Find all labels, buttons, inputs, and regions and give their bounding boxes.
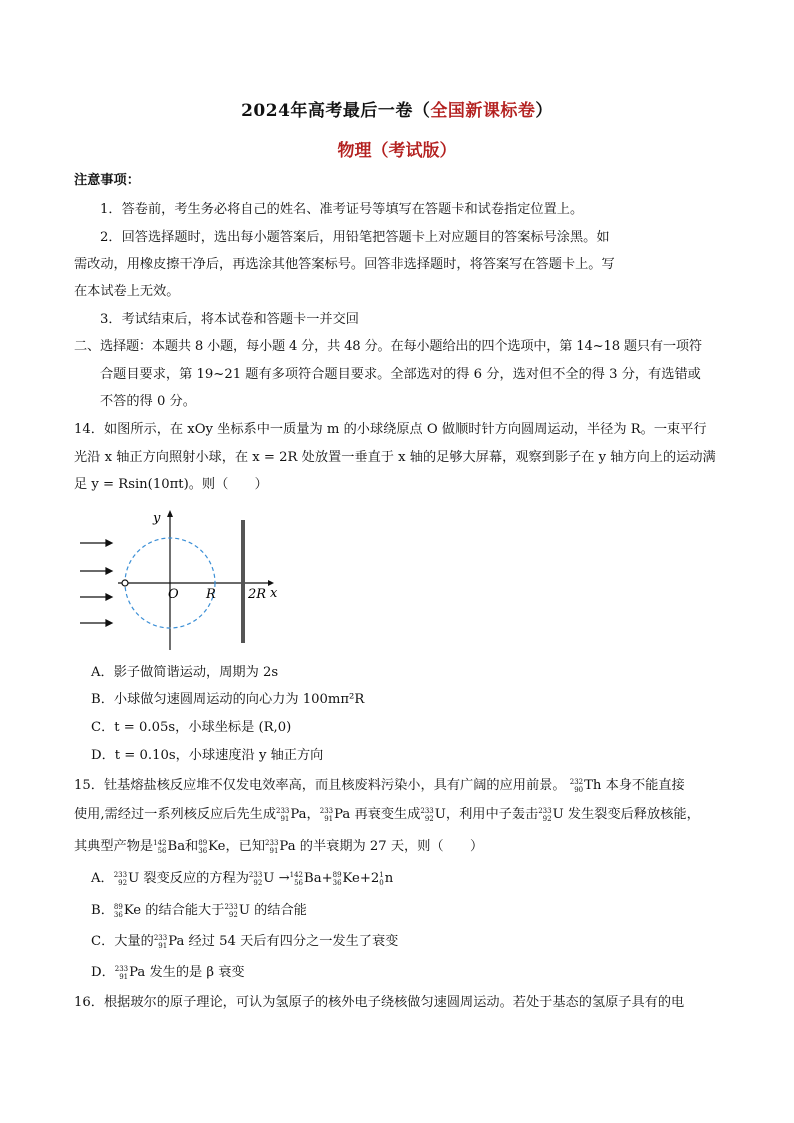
q14-line-1: 14．如图所示，在 xOy 坐标系中一质量为 m 的小球绕原点 O 做顺时针方向圆周运动，半径为 R。一束平行 (74, 422, 707, 437)
notice-item-2-line-1: 2．回答选择题时，选出每小题答案后，用铅笔把答题卡上对应题目的答案标号涂黑。如 (100, 230, 610, 245)
title-end: ） (535, 101, 553, 121)
title-main: 2024年高考最后一卷（ (241, 101, 431, 121)
notice-heading: 注意事项： (74, 173, 140, 188)
page-subtitle: 物理（考试版） (337, 141, 457, 161)
title-red: 全国新课标卷 (430, 101, 536, 121)
nuclide-th232: 232 90 (569, 777, 584, 794)
q14-option-d: D．t = 0.10s，小球速度沿 y 轴正方向 (91, 748, 324, 763)
q14-line-2: 光沿 x 轴正方向照射小球，在 x = 2R 处放置一垂直于 x 轴的足够大屏幕，观察到影子在 y 轴方向上的运动满 (74, 450, 716, 465)
q15-option-c: C．大量的 233 91 Pa 经过 54 天后有四分之一发生了衰变 (91, 933, 399, 950)
nuclide-u233: 233 92 (538, 806, 552, 823)
label-x: x (270, 586, 278, 601)
q15-line-1-end: Th 本身不能直接 (584, 778, 685, 793)
q16-line-1: 16．根据玻尔的原子理论，可认为氢原子的核外电子绕核做匀速圆周运动。若处于基态的氢原子具有的电 (74, 995, 685, 1010)
y-axis-arrow-icon (167, 510, 173, 517)
q15-option-a: A． 233 92 U 裂变反应的方程为 233 92 U → 142 56 Ba+ 89 36 Ke+2 1 0 n (91, 870, 394, 887)
nuclide-u233: 233 92 (113, 870, 128, 887)
nuclide-pa233: 233 91 (265, 838, 279, 855)
nuclide-ke89: 89 36 (113, 902, 123, 919)
q15-option-b: B． 89 36 Ke 的结合能大于 233 92 U 的结合能 (91, 902, 307, 919)
q15-line-1 (74, 777, 685, 795)
section2-line-3: 不答的得 0 分。 (100, 394, 196, 409)
notice-item-2-line-2: 需改动，用橡皮擦干净后，再选涂其他答案标号。回答非选择题时，将答案写在答题卡上。写 (74, 257, 615, 272)
nuclide-pa233: 233 91 (276, 806, 290, 823)
label-y: y (153, 511, 161, 526)
nuclide-ba142: 142 56 (289, 870, 304, 887)
notice-item-3: 3．考试结束后，将本试卷和答题卡一并交回 (100, 312, 359, 327)
q15-option-d: D． 233 91 Pa 发生的是 β 衰变 (91, 964, 245, 981)
notice-item-2-line-3: 在本试卷上无效。 (74, 284, 180, 299)
q15-line-3: 其典型产物是 142 56 Ba和 89 36 Ke，已知 233 91 Pa 的半衰期为 27 天，则（ ） (74, 838, 484, 855)
nuclide-u233: 233 92 (224, 902, 238, 919)
ball (122, 580, 128, 586)
light-arrows (80, 540, 112, 626)
section2-line-2: 合题目要求，第 19~21 题有多项符合题目要求。全部选对的得 6 分，选对但不全的得 3 分，有选错或 (100, 367, 701, 382)
screen (241, 520, 245, 643)
q14-option-a: A．影子做简谐运动，周期为 2s (91, 665, 279, 680)
nuclide-u233: 233 92 (420, 806, 434, 823)
q14-option-c: C．t = 0.05s，小球坐标是 (R,0) (91, 720, 292, 735)
q15-line-1-text: 15．钍基熔盐核反应堆不仅发电效率高，而且核废料污染小，具有广阔的应用前景。 (74, 778, 566, 793)
nuclide-pa233: 233 91 (114, 964, 129, 981)
q14-option-b: B．小球做匀速圆周运动的向心力为 100mπ²R (91, 692, 365, 707)
label-r: R (206, 587, 216, 602)
nuclide-ke89: 89 36 (332, 870, 342, 887)
notice-item-1: 1．答卷前，考生务必将自己的姓名、准考证号等填写在答题卡和试卷指定位置上。 (100, 202, 584, 217)
nuclide-ba142: 142 56 (153, 838, 167, 855)
q14-figure (74, 505, 294, 655)
nuclide-ke89: 89 36 (198, 838, 208, 855)
q15-line-2: 使用,需经过一系列核反应后先生成 233 91 Pa， 233 91 Pa 再衰变生成 233 92 U，利用中子轰击 233 92 U 发生裂变后释放核能， (74, 806, 700, 823)
label-2r: 2R (248, 587, 267, 602)
nuclide-n1: 1 0 (379, 870, 384, 887)
section2-line-1: 二、选择题：本题共 8 小题，每小题 4 分，共 48 分。在每小题给出的四个选项中，第 14~18 题只有一项符 (74, 339, 702, 354)
q14-line-3: 足 y = Rsin(10πt)。则（ ） (74, 477, 268, 492)
nuclide-pa233: 233 91 (319, 806, 334, 823)
page-title (0, 96, 794, 121)
nuclide-pa233: 233 91 (153, 933, 168, 950)
label-o: O (168, 587, 179, 602)
nuclide-u233: 233 92 (248, 870, 263, 887)
